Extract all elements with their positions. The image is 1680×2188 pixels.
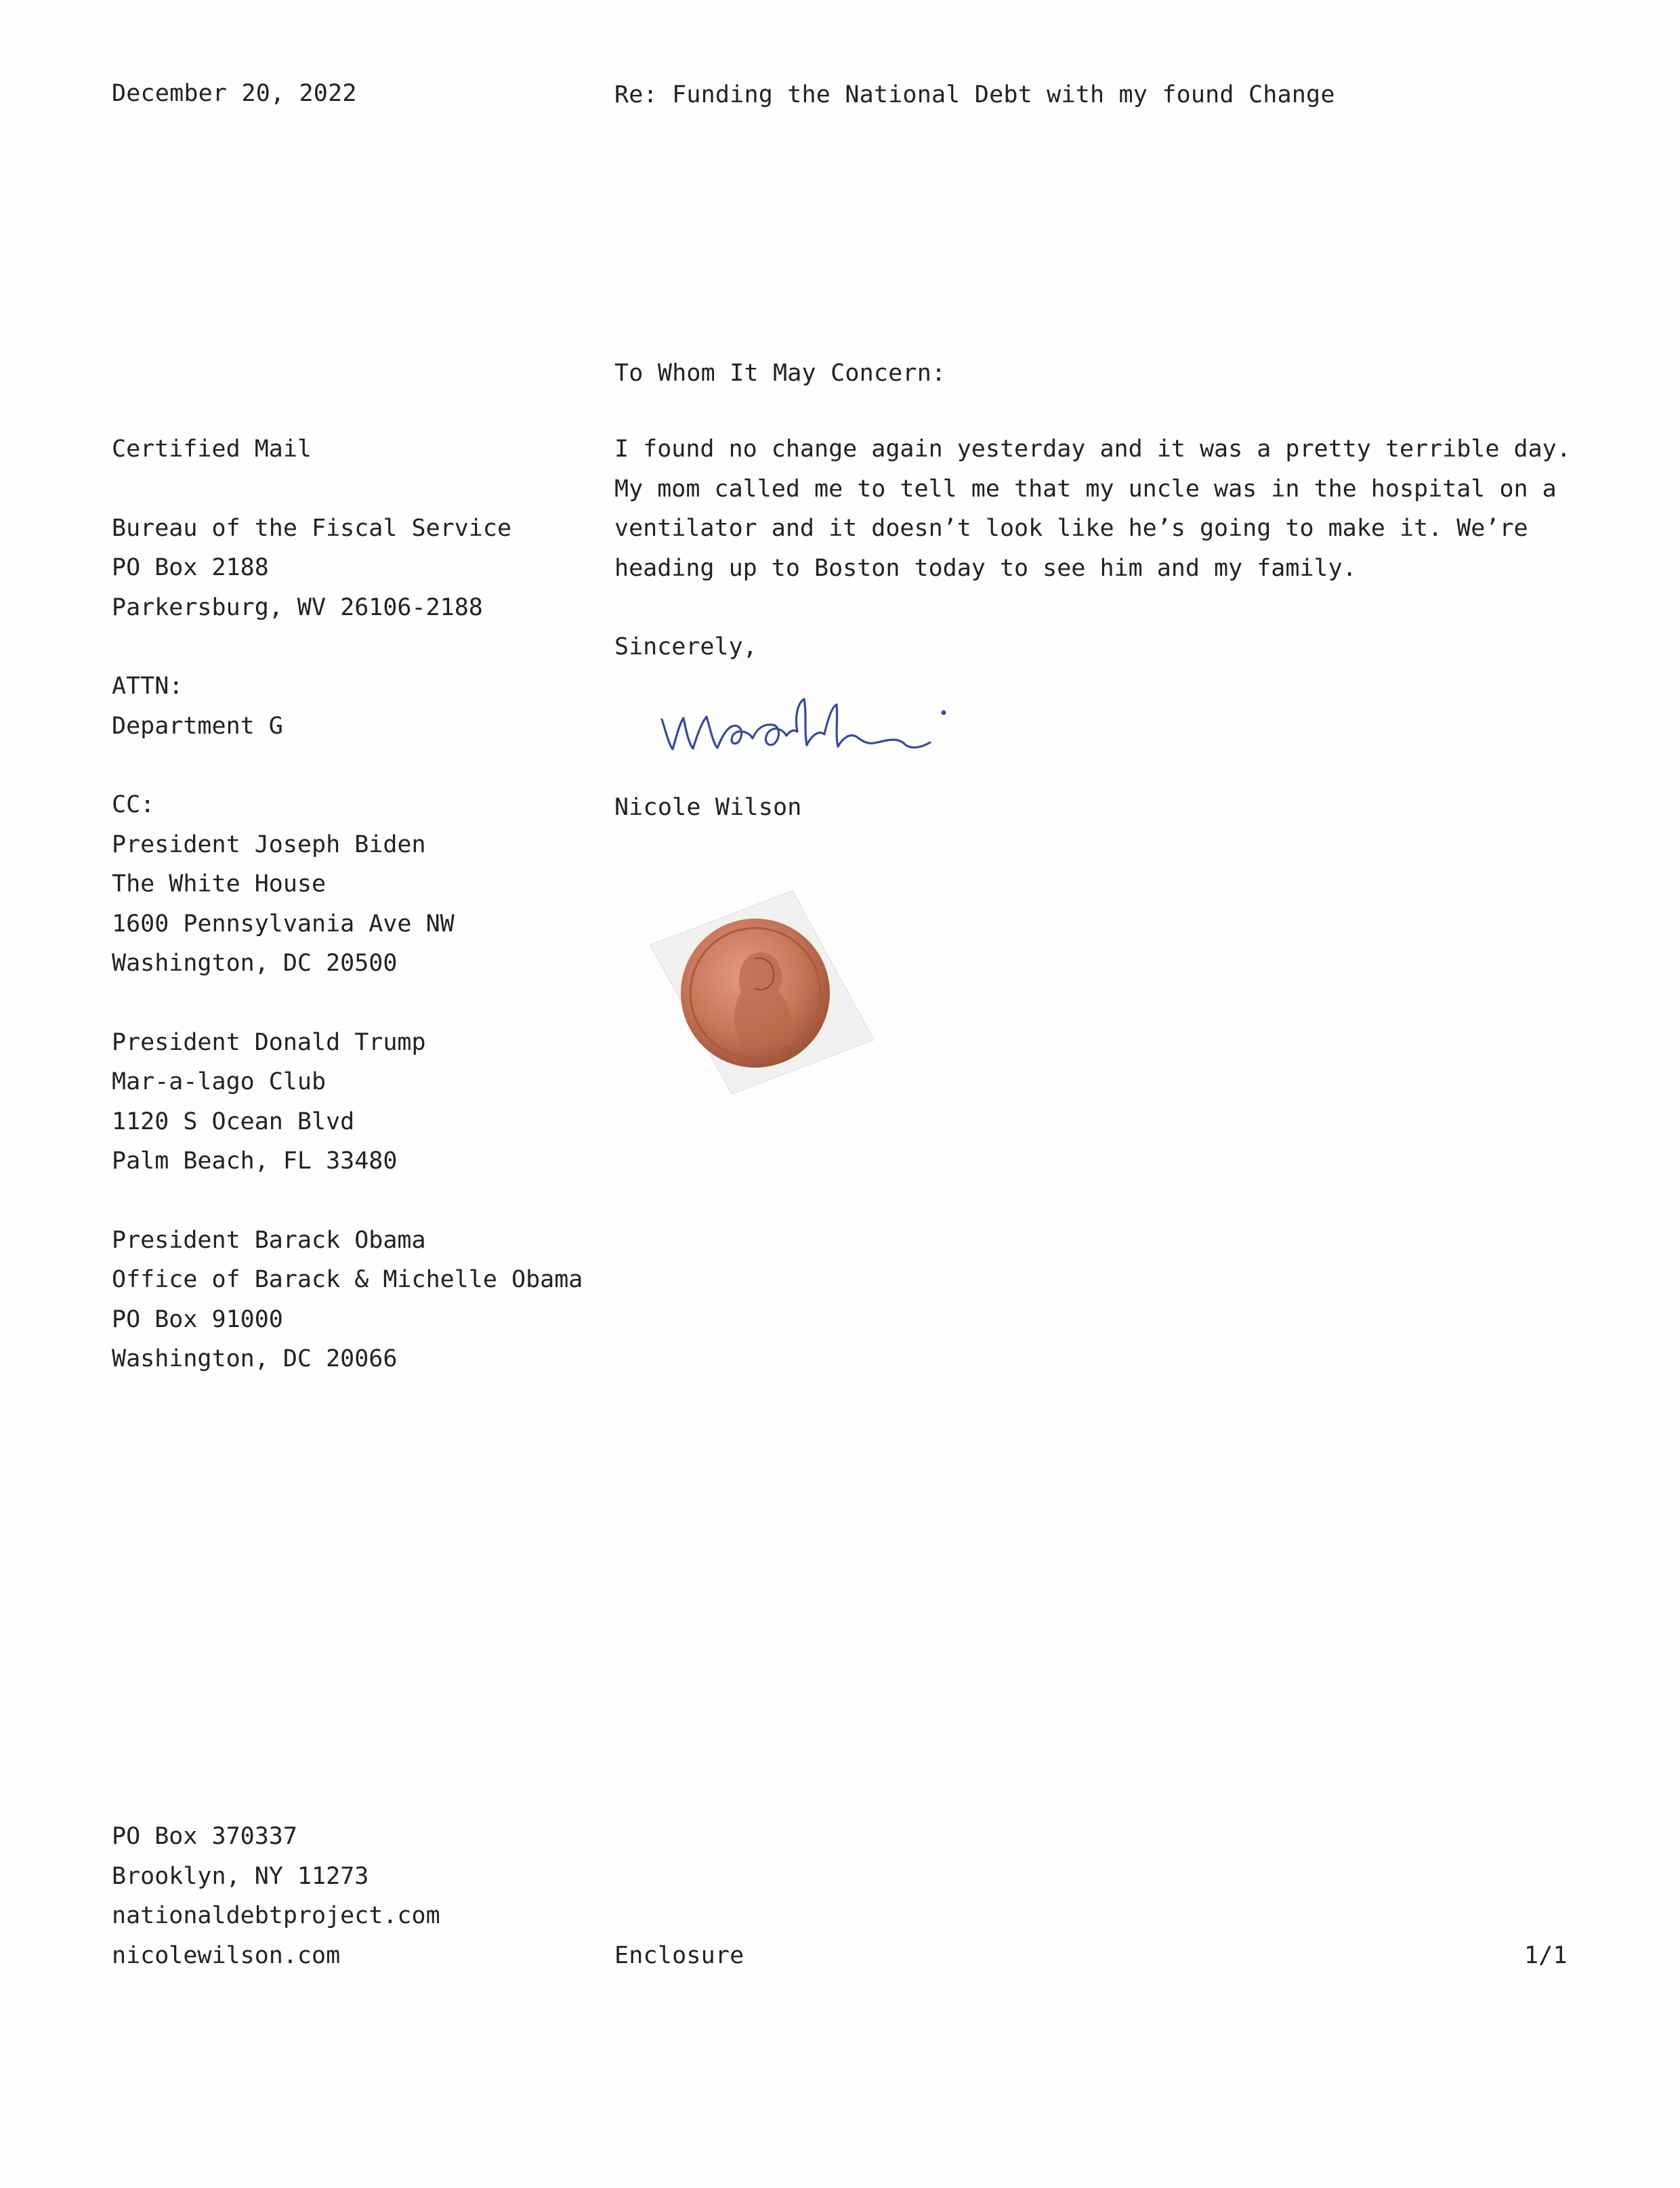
signature-image [654,684,972,759]
cc-line: Palm Beach, FL 33480 [112,1148,398,1175]
cc-line: 1120 S Ocean Blvd [112,1108,355,1135]
cc-line: Washington, DC 20066 [112,1345,398,1372]
cc-line: President Donald Trump [112,1028,426,1056]
enclosure-note: Enclosure [614,1942,744,1969]
body-line: My mom called me to tell me that my uncle was in the hospital on a [614,475,1557,503]
salutation: To Whom It May Concern: [614,360,946,387]
cc-line: The White House [112,870,327,898]
penny-enclosure [637,884,881,1101]
sender-address [112,1817,440,1975]
page-number: 1/1 [1524,1942,1568,1969]
sender-line: PO Box 370337 [112,1823,297,1850]
recipient-line: Bureau of the Fiscal Service [112,514,512,542]
recipient-line: PO Box 2188 [112,554,269,581]
attn-label: ATTN: [112,673,184,700]
body-line: ventilator and it doesn’t look like he’s going to make it. We’re [614,515,1528,542]
letter-body [614,429,1576,667]
recipient-line: Parkersburg, WV 26106-2188 [112,593,483,621]
letter-subject: Re: Funding the National Debt with my found Change [614,81,1335,108]
sender-website: nicolewilson.com [112,1941,341,1969]
body-line: heading up to Boston today to see him and my family. [614,554,1357,582]
signer-name: Nicole Wilson [614,794,802,821]
closing: Sincerely, [614,633,757,660]
sender-line: Brooklyn, NY 11273 [112,1862,369,1890]
sender-website: nationaldebtproject.com [112,1902,440,1929]
address-column [112,429,583,1379]
cc-line: Mar-a-lago Club [112,1068,327,1095]
penny-icon [679,917,832,1070]
letter-date: December 20, 2022 [112,80,357,107]
delivery-method: Certified Mail [112,436,312,463]
cc-line: Office of Barack & Michelle Obama [112,1266,583,1293]
cc-line: PO Box 91000 [112,1305,283,1333]
cc-label: CC: [112,791,155,818]
cc-line: President Joseph Biden [112,830,426,858]
cc-line: President Barack Obama [112,1226,426,1254]
attn-value: Department G [112,712,283,740]
cc-line: 1600 Pennsylvania Ave NW [112,910,455,938]
body-line: I found no change again yesterday and it was a pretty terrible day. [614,436,1571,463]
cc-line: Washington, DC 20500 [112,950,398,977]
